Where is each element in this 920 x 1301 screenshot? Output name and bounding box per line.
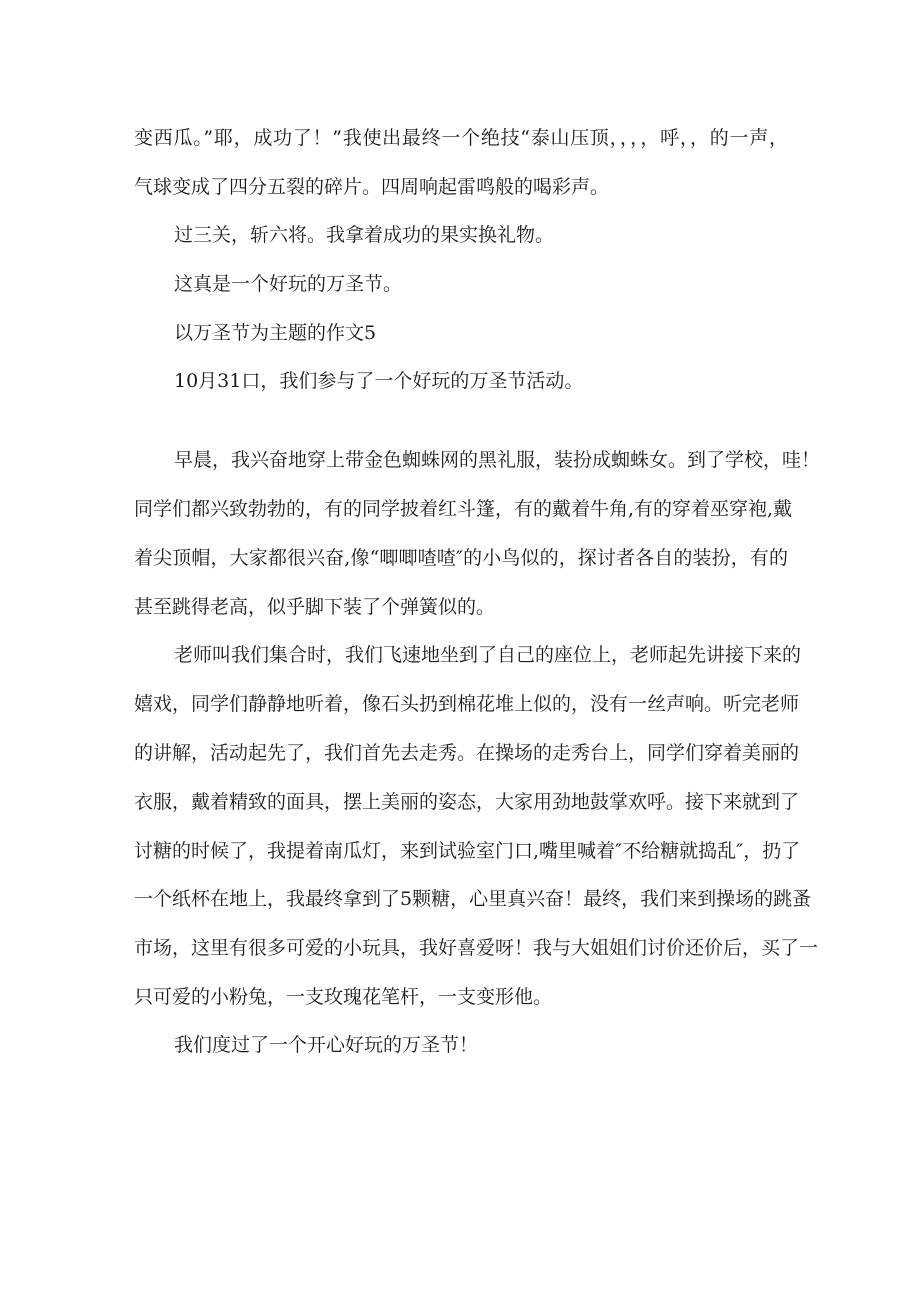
continued-paragraph-line-2: 气球变成了四分五裂的碎片。四周响起雷鸣般的喝彩声。 [134,176,610,198]
continued-paragraph-line-1: 变西瓜。”耶，成功了！”我使出最终一个绝技“泰山压顶，，，，呼，，的一声， [134,127,788,149]
date-line: 10月31口，我们参与了一个好玩的万圣节活动。 [174,370,584,392]
essay-title: 以万圣节为主题的作文5 [174,322,377,344]
teacher-paragraph-line-3: 的讲解，活动起先了，我们首先去走秀。在操场的走秀台上，同学们穿着美丽的 [134,742,800,764]
paragraph-pass-levels: 过三关，斩六将。我拿着成功的果实换礼物。 [174,224,555,246]
teacher-paragraph-line-1: 老师叫我们集合时，我们飞速地坐到了自己的座位上，老师起先讲接下来的 [174,644,802,666]
paragraph-fun-halloween: 这真是一个好玩的万圣节。 [174,273,403,295]
teacher-paragraph-line-6: 一个纸杯在地上，我最终拿到了5颗糖，心里真兴奋！最终，我们来到操场的跳蚤 [134,888,812,910]
morning-paragraph-line-3: 着尖顶帽，大家都很兴奋,像“唧唧喳喳″的小鸟似的，探讨者各自的装扮，有的 [134,547,788,569]
teacher-paragraph-line-8: 只可爱的小粉兔，一支玫瑰花笔杆，一支变形他。 [134,986,553,1008]
teacher-paragraph-line-7: 市场，这里有很多可爱的小玩具，我好喜爱呀！我与大姐姐们讨价还价后，买了一 [134,937,819,959]
closing-paragraph: 我们度过了一个开心好玩的万圣节！ [174,1034,479,1056]
teacher-paragraph-line-2: 嬉戏，同学们静静地听着，像石头扔到棉花堆上似的，没有一丝声响。听完老师 [134,693,800,715]
teacher-paragraph-line-4: 衣服，戴着精致的面具，摆上美丽的姿态，大家用劲地鼓掌欢呼。接下来就到了 [134,791,800,813]
morning-paragraph-line-1: 早晨，我兴奋地穿上带金色蜘蛛网的黑礼服，装扮成蜘蛛女。到了学校，哇！ [174,449,821,471]
morning-paragraph-line-4: 甚至跳得老高，似乎脚下装了个弹簧似的。 [134,596,496,618]
teacher-paragraph-line-5: 讨糖的时候了，我提着南瓜灯，来到试验室门口,嘴里喊着″不给糖就捣乱″，扔了 [134,840,801,862]
morning-paragraph-line-2: 同学们都兴致勃勃的，有的同学披着红斗篷，有的戴着牛角,有的穿着巫穿袍,戴 [134,498,793,520]
